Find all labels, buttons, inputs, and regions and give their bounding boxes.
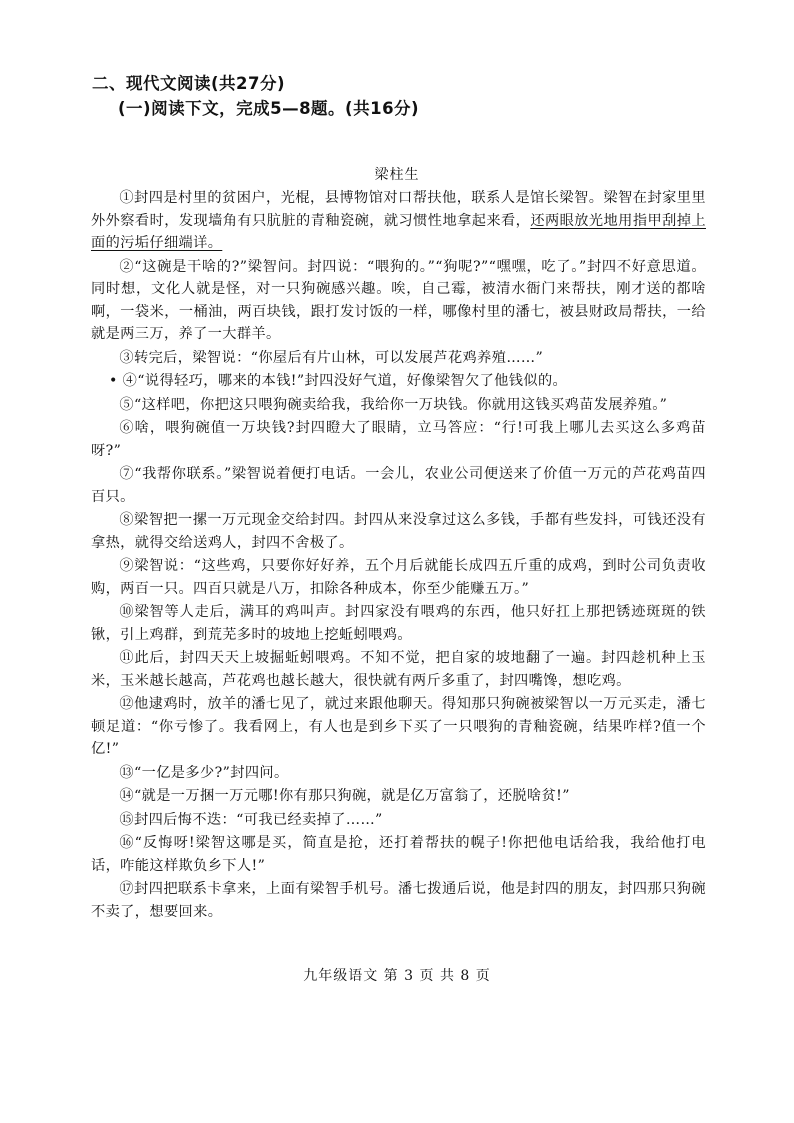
paragraph-13: ⑬“一亿是多少?”封四问。 — [119, 764, 289, 781]
paragraph-1-text: ①封四是村里的贫困户，光棍，县博物馆对口帮扶他，联系人是馆长梁智。梁智在封家里里外外察看时，发现墙角有只肮脏的青釉瓷碗，就习惯性地拿起来看， — [91, 190, 706, 229]
paragraph-4: • ④“说得轻巧，哪来的本钱!”封四没好气道，好像梁智欠了他钱似的。 — [109, 373, 568, 389]
sub-section-title: (一)阅读下文，完成5—8题。(共16分) — [118, 99, 420, 118]
page-footer: 九年级语文 第 3 页 共 8 页 — [303, 968, 491, 984]
paragraph-9: ⑨梁智说：“这些鸡，只要你好好养，五个月后就能长成四五斤重的成鸡，到时公司负责收购，两百一只。四百只就是八万，扣除各种成本，你至少能赚五万。” — [91, 558, 706, 597]
paragraph-1 — [91, 187, 706, 255]
paragraph-11: ⑪此后，封四天天上坡掘蚯蚓喂鸡。不知不觉，把自家的坡地翻了一遍。封四趁机种上玉米，玉米越长越高，芦花鸡也越长越大，很快就有两斤多重了，封四嘴馋，想吃鸡。 — [91, 650, 706, 689]
paragraph-14: ⑭“就是一万捆一万元哪!你有那只狗碗，就是亿万富翁了，还脱啥贫!” — [119, 788, 570, 804]
paragraph-16: ⑯“反悔呀!梁智这哪是买，简直是抢，还打着帮扶的幌子!你把他电话给我，我给他打电话，咋能这样欺负乡下人!” — [91, 835, 706, 874]
paragraph-8: ⑧梁智把一摞一万元现金交给封四。封四从来没拿过这么多钱，手都有些发抖，可钱还没有拿热，就得交给送鸡人，封四不舍极了。 — [91, 512, 706, 551]
article-body — [91, 187, 706, 924]
paragraph-10: ⑩梁智等人走后，满耳的鸡叫声。封四家没有喂鸡的东西，他只好扛上那把锈迹斑斑的铁锹，引上鸡群，到荒芜多时的坡地上挖蚯蚓喂鸡。 — [91, 604, 706, 643]
section-title: 二、现代文阅读(共27分) — [92, 74, 286, 93]
paragraph-5: ⑤“这样吧，你把这只喂狗碗卖给我，我给你一万块钱。你就用这钱买鸡苗发展养殖。” — [119, 396, 668, 413]
paragraph-2: ②“这碗是干啥的?”梁智问。封四说：“喂狗的。”“狗呢?”“嘿嘿，吃了。”封四不好意思道。同时想，文化人就是怪，对一只狗碗感兴趣。唉，自己霉，被清水衙门来帮扶，刚才送的都啥啊，一袋米，一桶油，两百块钱，跟打发讨饭的一样，哪像村里的潘七，被县财政局帮扶，一给就是两三万，养了一大群羊。 — [91, 258, 706, 342]
paragraph-15: ⑮封四后悔不迭：“可我已经卖掉了……” — [119, 811, 383, 828]
paragraph-7: ⑦“我帮你联系。”梁智说着便打电话。一会儿，农业公司便送来了价值一万元的芦花鸡苗四百只。 — [91, 466, 706, 505]
paragraph-17: ⑰封四把联系卡拿来，上面有梁智手机号。潘七拨通后说，他是封四的朋友，封四那只狗碗不卖了，想要回来。 — [91, 881, 706, 920]
paragraph-6: ⑥啥，喂狗碗值一万块钱?封四瞪大了眼睛，立马答应：“行!可我上哪儿去买这么多鸡苗呀?” — [91, 420, 706, 459]
article-title: 梁柱生 — [374, 167, 420, 183]
underlined-sentence: 还两眼放光地用指甲刮掉上面的污垢仔细端详。 — [91, 212, 706, 251]
paragraph-12: ⑫他逮鸡时，放羊的潘七见了，就过来跟他聊天。得知那只狗碗被梁智以一万元买走，潘七顿足道：“你亏惨了。我看网上，有人也是到乡下买了一只喂狗的青釉瓷碗，结果咋样?值一个亿!” — [91, 696, 706, 757]
paragraph-3: ③转完后，梁智说：“你屋后有片山林，可以发展芦花鸡养殖……” — [119, 349, 544, 366]
